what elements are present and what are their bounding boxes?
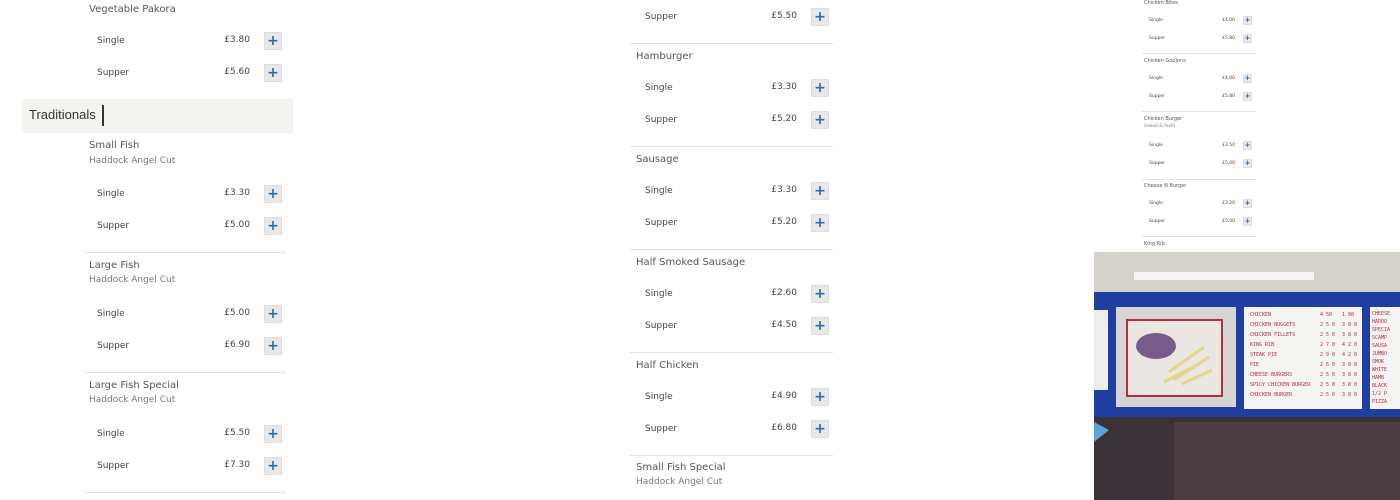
- board-price-single: 2 5 0: [1320, 382, 1336, 388]
- plus-icon: +: [267, 186, 279, 202]
- option-label: Single: [1149, 201, 1163, 206]
- item-name-vegetable-pakora: Vegetable Pakora: [89, 4, 176, 15]
- plus-icon: +: [814, 9, 826, 25]
- item-name-cheese-n-burger: Cheese N Burger: [1144, 183, 1187, 189]
- board-item-name: CHEESE BURGERS: [1250, 372, 1293, 378]
- plus-icon: +: [814, 318, 826, 334]
- menu-column-middle: [630, 0, 840, 500]
- option-price: £3.30: [224, 188, 250, 198]
- option-label: Supper: [1149, 94, 1166, 99]
- board-line: [1250, 382, 1360, 391]
- board-right-label: CHEESE: [1372, 311, 1391, 317]
- board-item-name: CHICKEN NUGGETS: [1250, 322, 1296, 328]
- add-to-order-button[interactable]: [264, 32, 282, 50]
- board-line: [1250, 372, 1360, 381]
- option-row: [0, 456, 300, 476]
- shop-menu-board-photo: [1094, 252, 1400, 500]
- option-price: £4.00: [1222, 76, 1235, 81]
- option-row: [1138, 16, 1263, 26]
- add-to-order-button[interactable]: [1243, 34, 1252, 43]
- add-to-order-button[interactable]: [1243, 159, 1252, 168]
- plus-icon: +: [1244, 199, 1251, 207]
- add-to-order-button[interactable]: [264, 305, 282, 323]
- add-to-order-button[interactable]: [811, 420, 829, 438]
- item-name-half-smoked-sausage: Half Smoked Sausage: [636, 257, 746, 268]
- option-label: Supper: [97, 341, 130, 351]
- add-to-order-button[interactable]: [1243, 141, 1252, 150]
- option-price: £3.50: [1222, 143, 1235, 148]
- option-price: £5.80: [1222, 94, 1235, 99]
- board-price-supper: 3 8 0: [1342, 322, 1358, 328]
- divider: [630, 146, 833, 147]
- board-price-supper: 3 8 0: [1342, 392, 1358, 398]
- board-price-single: 4 50: [1320, 312, 1333, 318]
- option-row: [0, 336, 300, 356]
- plus-icon: +: [267, 306, 279, 322]
- option-price: £5.80: [1222, 36, 1235, 41]
- option-price: £5.00: [1222, 219, 1235, 224]
- option-price: £3.20: [1222, 201, 1235, 206]
- board-price-supper: 1 80: [1342, 312, 1355, 318]
- divider: [1142, 111, 1256, 112]
- option-row: [0, 216, 300, 236]
- add-to-order-button[interactable]: [811, 388, 829, 406]
- option-price: £3.80: [224, 35, 250, 45]
- option-row: [1138, 34, 1263, 44]
- option-price: £5.00: [224, 308, 250, 318]
- plus-icon: +: [814, 389, 826, 405]
- option-label: Single: [1149, 143, 1163, 148]
- plus-icon: +: [267, 338, 279, 354]
- plus-icon: +: [814, 286, 826, 302]
- board-line: [1250, 362, 1360, 371]
- option-row: [630, 316, 840, 336]
- board-line: [1250, 312, 1360, 321]
- option-price: £4.00: [1222, 18, 1235, 23]
- add-to-order-button[interactable]: [811, 285, 829, 303]
- option-label: Single: [645, 289, 673, 299]
- board-item-name: CHICKEN: [1250, 312, 1272, 318]
- board-price-single: 2 5 0: [1320, 322, 1336, 328]
- item-name-hamburger: Hamburger: [636, 51, 693, 62]
- board-right-label: SMOK: [1372, 359, 1385, 365]
- board-price-supper: 3 8 0: [1342, 362, 1358, 368]
- menu-column-right-thumbnail: [1138, 0, 1263, 252]
- plus-icon: +: [1244, 141, 1251, 149]
- option-label: Single: [645, 392, 673, 402]
- option-label: Single: [97, 309, 125, 319]
- item-name-half-chicken: Half Chicken: [636, 360, 699, 371]
- board-line: [1250, 342, 1360, 351]
- board-price-supper: 3 8 0: [1342, 372, 1358, 378]
- ceiling-light: [1134, 272, 1314, 280]
- option-label: Single: [97, 36, 125, 46]
- board-right-label: 1/2 P: [1372, 391, 1388, 397]
- board-right-label: JUMBO: [1372, 351, 1388, 357]
- board-right-label: HAMB: [1372, 375, 1385, 381]
- board-line: [1250, 352, 1360, 361]
- add-to-order-button[interactable]: [811, 317, 829, 335]
- option-price: £6.80: [771, 423, 797, 433]
- board-right-label: WHITE: [1372, 367, 1388, 373]
- board-right-label: SPECIA: [1372, 327, 1391, 333]
- item-description: Haddock Angel Cut: [89, 156, 176, 166]
- board-price-single: 2 5 0: [1320, 372, 1336, 378]
- option-label: Supper: [645, 321, 678, 331]
- option-label: Single: [1149, 76, 1163, 81]
- option-row: [630, 7, 840, 27]
- board-right-label: PIZZA: [1372, 399, 1388, 405]
- option-row: [1138, 159, 1263, 169]
- plus-icon: +: [814, 421, 826, 437]
- board-line: [1250, 322, 1360, 331]
- plus-icon: +: [267, 65, 279, 81]
- item-name-king-rib: King Rib: [1144, 241, 1165, 247]
- board-panel-left: [1094, 310, 1108, 390]
- option-row: [0, 304, 300, 324]
- board-item-name: CHICKEN BURGER: [1250, 392, 1293, 398]
- option-row: [630, 284, 840, 304]
- option-label: Supper: [1149, 161, 1166, 166]
- add-to-order-button[interactable]: [264, 337, 282, 355]
- option-price: £4.90: [771, 391, 797, 401]
- plus-icon: +: [814, 183, 826, 199]
- item-description: (salad & fesh): [1144, 124, 1176, 129]
- option-label: Single: [645, 186, 673, 196]
- divider: [630, 352, 833, 353]
- board-right-label: SCAMP: [1372, 335, 1388, 341]
- section-title: Traditionals: [29, 107, 96, 122]
- option-price: £5.60: [224, 67, 250, 77]
- item-name-small-fish-special: Small Fish Special: [636, 462, 726, 473]
- option-row: [1138, 141, 1263, 151]
- plus-icon: +: [814, 80, 826, 96]
- option-price: £5.20: [771, 217, 797, 227]
- add-to-order-button[interactable]: [264, 457, 282, 475]
- option-price: £6.90: [224, 340, 250, 350]
- option-label: Single: [97, 189, 125, 199]
- item-description: Haddock Angel Cut: [89, 395, 176, 405]
- option-price: £5.50: [771, 11, 797, 21]
- item-name-chicken-bites: Chicken Bites: [1144, 0, 1178, 6]
- add-to-order-button[interactable]: [1243, 217, 1252, 226]
- plus-icon: +: [267, 33, 279, 49]
- divider: [1142, 53, 1256, 54]
- option-row: [1138, 74, 1263, 84]
- option-label: Single: [645, 83, 673, 93]
- text-cursor: [102, 105, 104, 126]
- divider: [630, 455, 833, 456]
- option-price: £4.50: [771, 320, 797, 330]
- board-price-supper: 3 8 0: [1342, 382, 1358, 388]
- option-label: Supper: [645, 218, 678, 228]
- option-row: [0, 31, 300, 51]
- add-to-order-button[interactable]: [264, 64, 282, 82]
- option-row: [630, 387, 840, 407]
- plus-icon: +: [1244, 159, 1251, 167]
- board-price-single: 2 9 0: [1320, 352, 1336, 358]
- option-label: Supper: [1149, 36, 1166, 41]
- option-price: £5.00: [1222, 161, 1235, 166]
- divider: [1142, 236, 1256, 237]
- option-price: £7.30: [224, 460, 250, 470]
- divider: [84, 492, 286, 493]
- option-price: £2.60: [771, 288, 797, 298]
- item-name-large-fish-special: Large Fish Special: [89, 380, 179, 391]
- option-label: Supper: [645, 424, 678, 434]
- board-price-single: 2 7 0: [1320, 342, 1336, 348]
- item-description: Haddock Angel Cut: [636, 477, 723, 487]
- option-row: [630, 110, 840, 130]
- option-row: [1138, 217, 1263, 227]
- item-name-chicken-goujons: Chicken Goujons: [1144, 58, 1186, 64]
- board-line: [1250, 332, 1360, 341]
- option-label: Supper: [1149, 219, 1166, 224]
- section-header-traditionals: [22, 99, 293, 133]
- item-name-large-fish: Large Fish: [89, 260, 140, 271]
- plus-icon: +: [814, 112, 826, 128]
- add-to-order-button[interactable]: [1243, 92, 1252, 101]
- option-label: Supper: [97, 221, 130, 231]
- option-price: £3.30: [771, 185, 797, 195]
- divider: [630, 43, 833, 44]
- add-to-order-button[interactable]: [1243, 16, 1252, 25]
- add-to-order-button[interactable]: [264, 217, 282, 235]
- option-label: Supper: [97, 461, 130, 471]
- add-to-order-button[interactable]: [811, 214, 829, 232]
- option-row: [630, 419, 840, 439]
- add-to-order-button[interactable]: [811, 182, 829, 200]
- option-row: [630, 78, 840, 98]
- divider: [84, 372, 286, 373]
- plus-icon: +: [1244, 217, 1251, 225]
- option-label: Supper: [645, 115, 678, 125]
- plus-icon: +: [267, 426, 279, 442]
- board-price-single: 2 5 0: [1320, 392, 1336, 398]
- option-price: £3.30: [771, 82, 797, 92]
- plus-icon: +: [1244, 34, 1251, 42]
- option-price: £5.20: [771, 114, 797, 124]
- plus-icon: +: [267, 218, 279, 234]
- board-price-single: 2 5 0: [1320, 332, 1336, 338]
- add-to-order-button[interactable]: [811, 79, 829, 97]
- board-right-label: SAUSA: [1372, 343, 1388, 349]
- add-to-order-button[interactable]: [1243, 199, 1252, 208]
- item-name-small-fish: Small Fish: [89, 140, 140, 151]
- plus-icon: +: [1244, 16, 1251, 24]
- add-to-order-button[interactable]: [264, 185, 282, 203]
- plus-icon: +: [1244, 92, 1251, 100]
- board-item-name: PIE: [1250, 362, 1260, 368]
- board-line: [1250, 392, 1360, 401]
- divider: [84, 252, 286, 253]
- option-label: Supper: [97, 68, 130, 78]
- option-row: [0, 184, 300, 204]
- option-row: [0, 63, 300, 83]
- plus-icon: +: [267, 458, 279, 474]
- option-price: £5.00: [224, 220, 250, 230]
- option-label: Single: [1149, 18, 1163, 23]
- option-row: [1138, 199, 1263, 209]
- option-price: £5.50: [224, 428, 250, 438]
- item-description: Haddock Angel Cut: [89, 275, 176, 285]
- divider: [1142, 179, 1256, 180]
- option-label: Supper: [645, 12, 678, 22]
- plus-icon: +: [814, 215, 826, 231]
- option-row: [0, 424, 300, 444]
- option-row: [630, 213, 840, 233]
- food-fish: [1136, 333, 1176, 359]
- menu-column-left: [0, 0, 300, 500]
- board-right-label: HADDO: [1372, 319, 1388, 325]
- option-row: [1138, 92, 1263, 102]
- board-item-name: SPICY CHICKEN BURGER: [1250, 382, 1311, 388]
- counter: [1174, 422, 1400, 500]
- item-name-sausage: Sausage: [636, 154, 679, 165]
- option-label: Single: [97, 429, 125, 439]
- board-item-name: STEAK PIE: [1250, 352, 1278, 358]
- add-to-order-button[interactable]: [811, 111, 829, 129]
- add-to-order-button[interactable]: [1243, 74, 1252, 83]
- board-item-name: KING RIB: [1250, 342, 1275, 348]
- board-item-name: CHICKEN FILLETS: [1250, 332, 1296, 338]
- board-price-single: 2 6 0: [1320, 362, 1336, 368]
- board-price-supper: 4 2 0: [1342, 342, 1358, 348]
- board-right-label: BLACK: [1372, 383, 1388, 389]
- option-row: [630, 181, 840, 201]
- item-name-chicken-burger: Chicken Burger: [1144, 116, 1183, 122]
- add-to-order-button[interactable]: [264, 425, 282, 443]
- add-to-order-button[interactable]: [811, 8, 829, 26]
- board-price-supper: 4 2 0: [1342, 352, 1358, 358]
- board-price-supper: 3 8 0: [1342, 332, 1358, 338]
- plus-icon: +: [1244, 74, 1251, 82]
- divider: [630, 249, 833, 250]
